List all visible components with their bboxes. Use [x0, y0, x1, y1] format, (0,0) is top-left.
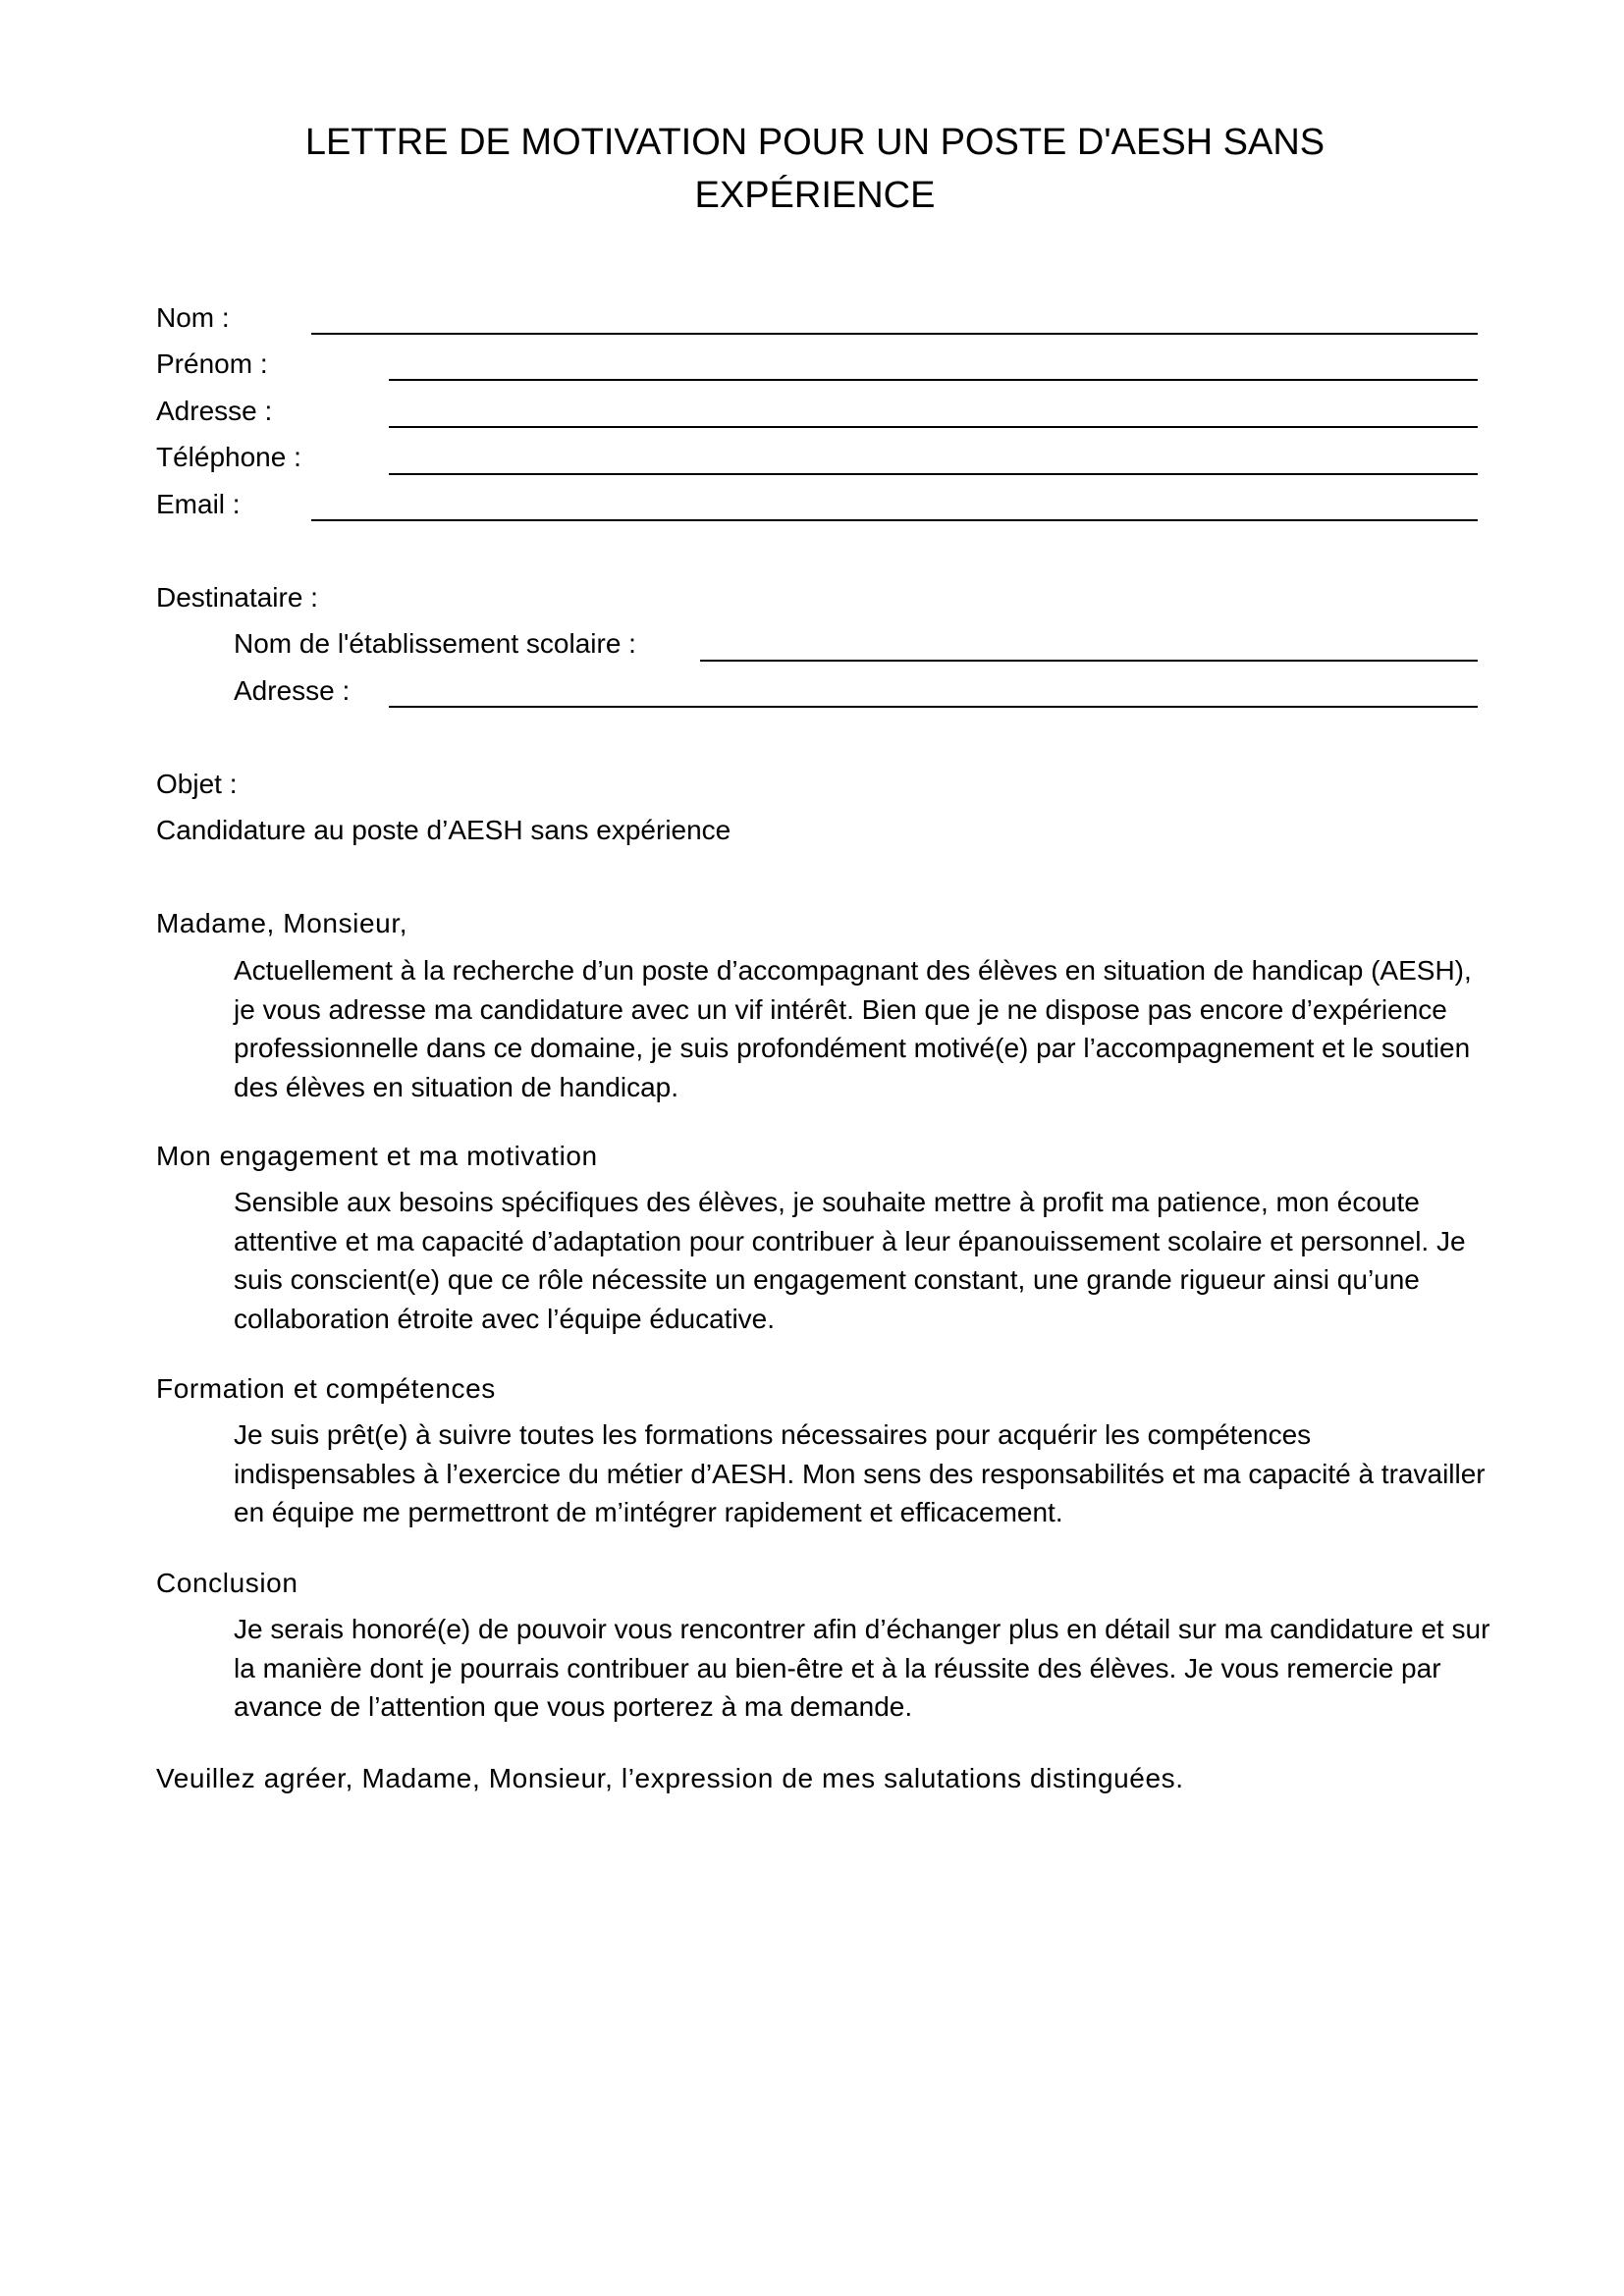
school-name-label: Nom de l'établissement scolaire :	[234, 628, 636, 659]
nom-label: Nom :	[156, 302, 230, 333]
closing-salutation: Veuillez agréer, Madame, Monsieur, l’expression de mes salutations distinguées.	[156, 1763, 1184, 1793]
email-field-line[interactable]	[311, 519, 1478, 521]
section-paragraph-engagement: Sensible aux besoins spécifiques des élèves, je souhaite mettre à profit ma patience, mon écoute attentive et ma capacité d’adaptation pour contribuer à leur épanouissement scolaire et personnel. Je suis conscient(e) que ce rôle nécessite un engagement constant, une grande rigueur ainsi qu’une collaboration étroite avec l’équipe éducative.	[234, 1187, 1466, 1334]
nom-field-line[interactable]	[311, 333, 1478, 335]
recipient-address-label: Adresse :	[234, 675, 351, 706]
prenom-field-line[interactable]	[389, 379, 1478, 381]
section-heading-engagement: Mon engagement et ma motivation	[156, 1141, 598, 1171]
section-heading-formation: Formation et compétences	[156, 1373, 496, 1404]
title-line-1: LETTRE DE MOTIVATION POUR UN POSTE D'AESH SANS	[304, 122, 1326, 163]
prenom-label: Prénom :	[156, 348, 268, 379]
title-line-2: EXPÉRIENCE	[694, 175, 936, 216]
section-heading-conclusion: Conclusion	[156, 1568, 298, 1598]
email-label: Email :	[156, 489, 241, 519]
recipient-address-field-line[interactable]	[389, 706, 1478, 708]
document-title	[236, 116, 1394, 222]
greeting: Madame, Monsieur,	[156, 908, 408, 938]
adresse-label: Adresse :	[156, 396, 273, 426]
telephone-label: Téléphone :	[156, 442, 301, 472]
section-paragraph-formation: Je suis prêt(e) à suivre toutes les formations nécessaires pour acquérir les compétences indispensables à l’exercice du métier d’AESH. Mon sens des responsabilités et ma capacité à travailler en équipe me permettront de m’intégrer rapidement et efficacement.	[234, 1419, 1486, 1528]
school-name-field-line[interactable]	[700, 660, 1478, 662]
telephone-field-line[interactable]	[389, 473, 1478, 475]
adresse-field-line[interactable]	[389, 426, 1478, 428]
objet-text: Candidature au poste d’AESH sans expérience	[156, 815, 731, 845]
intro-paragraph: Actuellement à la recherche d’un poste d’accompagnant des élèves en situation de handicap (AESH), je vous adresse ma candidature avec un vif intérêt. Bien que je ne dispose pas encore d’expérience professionnelle dans ce domaine, je suis profondément motivé(e) par l’accompagnement et le soutien des élèves en situation de handicap.	[234, 955, 1472, 1102]
section-paragraph-conclusion: Je serais honoré(e) de pouvoir vous rencontrer afin d’échanger plus en détail sur ma candidature et sur la manière dont je pourrais contribuer au bien-être et à la réussite des élèves. Je vous remercie par avance de l’attention que vous porterez à ma demande.	[234, 1614, 1490, 1723]
objet-label: Objet :	[156, 769, 238, 799]
destinataire-label: Destinataire :	[156, 582, 318, 613]
